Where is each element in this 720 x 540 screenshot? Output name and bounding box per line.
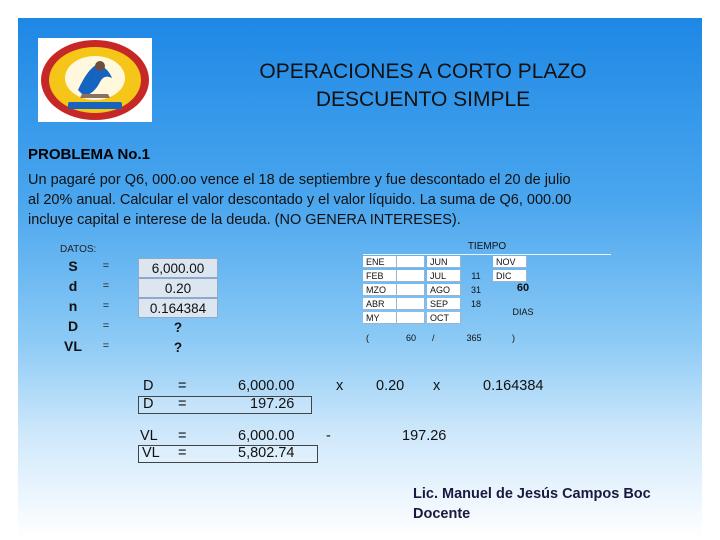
days-denominator: 365 bbox=[466, 333, 482, 343]
formula-operator: - bbox=[326, 428, 331, 444]
statement-line: Un pagaré por Q6, 000.oo vence el 18 de septiembre y fue descontado el 20 de julio bbox=[28, 172, 571, 188]
divide-sign: / bbox=[432, 333, 435, 343]
datos-var: S bbox=[68, 258, 78, 274]
datos-value: ? bbox=[173, 340, 183, 355]
datos-var: D bbox=[67, 318, 79, 334]
month-cell: DIC bbox=[493, 270, 527, 282]
statement-line: incluye capital e interese de la deuda. (NO GENERA INTERESES). bbox=[28, 212, 461, 228]
formula-operand: 0.20 bbox=[376, 378, 405, 394]
datos-value: 0.20 bbox=[138, 278, 218, 298]
datos-label: DATOS: bbox=[60, 244, 97, 255]
paren-close: ) bbox=[512, 333, 515, 343]
month-cell: AGO bbox=[427, 284, 461, 296]
result-eq: = bbox=[178, 396, 187, 412]
university-seal-icon bbox=[38, 38, 152, 122]
month-cell: MZO bbox=[363, 284, 397, 296]
title-line-2: DESCUENTO SIMPLE bbox=[315, 88, 531, 111]
formula-operand: 6,000.00 bbox=[238, 378, 295, 394]
problem-statement bbox=[28, 170, 678, 230]
result-lhs: VL bbox=[142, 445, 160, 461]
result-lhs: D bbox=[143, 396, 154, 412]
result-value: 5,802.74 bbox=[238, 445, 295, 461]
formula-lhs: VL bbox=[140, 428, 158, 444]
datos-var: d bbox=[68, 278, 78, 294]
days-cell bbox=[527, 256, 567, 268]
days-cell: 31 bbox=[470, 285, 481, 295]
month-cell: JUL bbox=[427, 270, 461, 282]
formula-eq: = bbox=[178, 428, 187, 444]
dias-label: DIAS bbox=[512, 307, 534, 317]
formula-operator: x bbox=[433, 378, 441, 394]
month-value-cell bbox=[397, 312, 425, 324]
author-name: Lic. Manuel de Jesús Campos Boc bbox=[413, 486, 651, 502]
formula-eq: = bbox=[178, 378, 187, 394]
month-value-cell bbox=[397, 298, 425, 310]
month-value-cell bbox=[397, 256, 425, 268]
author bbox=[413, 484, 651, 524]
datos-sign: = bbox=[102, 280, 110, 292]
month-value-cell bbox=[397, 284, 425, 296]
month-cell: OCT bbox=[427, 312, 461, 324]
month-cell: ABR bbox=[363, 298, 397, 310]
month-cell: MY bbox=[363, 312, 397, 324]
month-cell: FEB bbox=[363, 270, 397, 282]
result-eq: = bbox=[178, 445, 187, 461]
datos-value: ? bbox=[173, 320, 183, 335]
datos-var: VL bbox=[64, 338, 82, 354]
statement-line: al 20% anual. Calcular el valor descontado y el valor líquido. La suma de Q6, 000.00 bbox=[28, 192, 572, 208]
month-cell: SEP bbox=[427, 298, 461, 310]
paren-open: ( bbox=[366, 333, 369, 343]
month-cell: JUN bbox=[427, 256, 461, 268]
datos-sign: = bbox=[102, 300, 110, 312]
days-numerator: 60 bbox=[405, 333, 416, 343]
university-logo bbox=[38, 38, 152, 122]
days-cell bbox=[461, 256, 491, 268]
tiempo-header: TIEMPO bbox=[363, 240, 611, 255]
datos-sign: = bbox=[102, 260, 110, 272]
datos-value: 0.164384 bbox=[138, 298, 218, 318]
datos-sign: = bbox=[102, 320, 110, 332]
author-role: Docente bbox=[413, 506, 471, 522]
result-value: 197.26 bbox=[250, 396, 295, 412]
total-days: 60 bbox=[516, 282, 530, 294]
problem-title: PROBLEMA No.1 bbox=[28, 146, 150, 163]
formula-operator: x bbox=[336, 378, 344, 394]
days-cell: 18 bbox=[470, 299, 481, 309]
datos-var: n bbox=[68, 298, 78, 314]
tiempo-table bbox=[363, 240, 611, 352]
formula-operand: 0.164384 bbox=[483, 378, 544, 394]
formula-operand: 6,000.00 bbox=[238, 428, 295, 444]
datos-value: 6,000.00 bbox=[138, 258, 218, 278]
month-cell: NOV bbox=[493, 256, 527, 268]
datos-sign: = bbox=[102, 340, 110, 352]
formula-lhs: D bbox=[143, 378, 154, 394]
month-value-cell bbox=[397, 270, 425, 282]
days-cell: 11 bbox=[471, 271, 481, 281]
slide bbox=[18, 18, 702, 538]
month-cell: ENE bbox=[363, 256, 397, 268]
slide-title bbox=[218, 58, 628, 114]
formula-operand: 197.26 bbox=[402, 428, 447, 444]
title-line-1: OPERACIONES A CORTO PLAZO bbox=[259, 60, 587, 83]
